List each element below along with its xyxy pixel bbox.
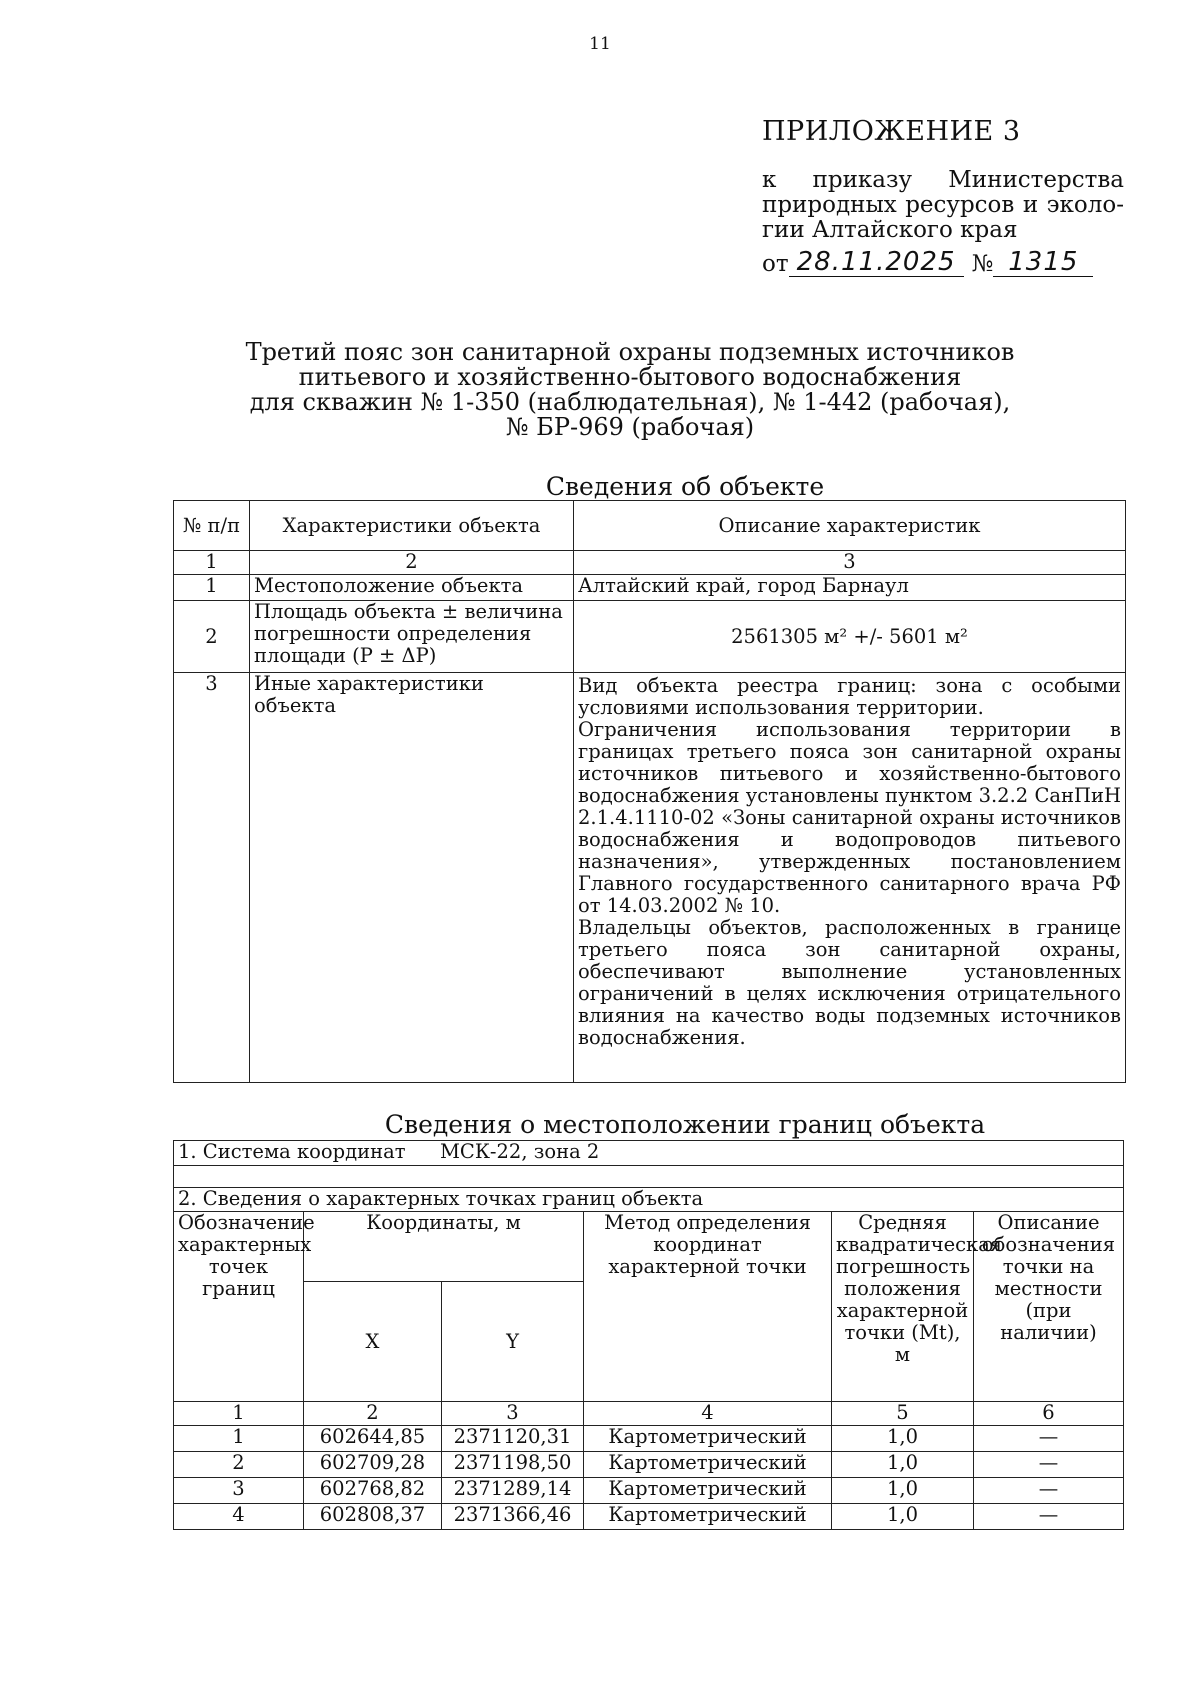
title-line: для скважин № 1-350 (наблюдательная), № 1-442 (рабочая), xyxy=(249,388,1011,416)
x-coordinate: 602808,37 xyxy=(304,1504,442,1530)
coord-system-value: МСК-22, зона 2 xyxy=(439,1140,600,1163)
method-value: Картометрический xyxy=(584,1478,832,1504)
point-number: 1 xyxy=(174,1426,304,1452)
y-coordinate: 2371120,31 xyxy=(442,1426,584,1452)
table-row xyxy=(174,673,1126,1083)
spacer-cell xyxy=(174,1166,1124,1188)
column-number: 3 xyxy=(442,1402,584,1426)
column-number-row xyxy=(174,551,1126,575)
table-header-row xyxy=(174,501,1126,551)
error-value: 1,0 xyxy=(832,1452,974,1478)
error-value: 1,0 xyxy=(832,1478,974,1504)
column-header: Описание характеристик xyxy=(574,501,1126,551)
characteristic-name: Местоположение объекта xyxy=(250,575,574,601)
column-header-coordinates: Координаты, м xyxy=(304,1212,584,1282)
x-coordinate: 602709,28 xyxy=(304,1452,442,1478)
title-line: Третий пояс зон санитарной охраны подземных источников xyxy=(245,338,1015,366)
x-coordinate: 602768,82 xyxy=(304,1478,442,1504)
column-header: Характеристики объекта xyxy=(250,501,574,551)
row-number: 3 xyxy=(174,673,250,1083)
order-date-number-line xyxy=(762,248,1132,277)
column-header-error: Средняя квадратическая погрешность положения характерной точки (Mt), м xyxy=(832,1212,974,1402)
point-description: — xyxy=(974,1452,1124,1478)
title-line: питьевого и хозяйственно-бытового водоснабжения xyxy=(298,363,962,391)
row-number: 1 xyxy=(174,575,250,601)
column-header-method: Метод определения координат характерной точки xyxy=(584,1212,832,1402)
characteristic-description xyxy=(574,673,1126,1083)
order-ref-word: Министерства xyxy=(948,167,1124,193)
y-coordinate: 2371289,14 xyxy=(442,1478,584,1504)
order-reference xyxy=(762,168,1124,243)
table-row xyxy=(174,575,1126,601)
order-ref-word: приказу xyxy=(812,167,913,193)
column-header-description: Описание обозначения точки на местности (при наличии) xyxy=(974,1212,1124,1402)
point-number: 4 xyxy=(174,1504,304,1530)
error-value: 1,0 xyxy=(832,1426,974,1452)
order-ref-line-1 xyxy=(762,168,1124,193)
description-paragraph: Владельцы объектов, расположенных в границе третьего пояса зон санитарной охраны, обеспечивают выполнение установленных ограничений в целях исключения отрицательного влияния на качество воды подземных источников водоснабжения. xyxy=(578,916,1121,1049)
y-coordinate: 2371366,46 xyxy=(442,1504,584,1530)
table-row xyxy=(174,1426,1124,1452)
point-number: 2 xyxy=(174,1452,304,1478)
points-heading: 2. Сведения о характерных точках границ объекта xyxy=(174,1188,1124,1212)
table-row xyxy=(174,1504,1124,1530)
description-paragraph: Вид объекта реестра границ: зона с особыми условиями использования территории. xyxy=(578,674,1121,719)
error-value: 1,0 xyxy=(832,1504,974,1530)
column-header-x: X xyxy=(304,1282,442,1402)
column-number: 1 xyxy=(174,1402,304,1426)
boundaries-table xyxy=(173,1140,1124,1530)
order-ref-line-2: природных ресурсов и эколо- xyxy=(762,192,1124,218)
table-row xyxy=(174,1452,1124,1478)
point-description: — xyxy=(974,1478,1124,1504)
column-number: 5 xyxy=(832,1402,974,1426)
boundaries-heading: Сведения о местоположении границ объекта xyxy=(384,1110,986,1139)
characteristic-name: Площадь объекта ± величина погрешности определения площади (P ± ΔP) xyxy=(250,601,574,673)
coord-system-label: 1. Система координат xyxy=(178,1140,406,1163)
column-number: 2 xyxy=(250,551,574,575)
points-heading-row xyxy=(174,1188,1124,1212)
object-info-table xyxy=(173,500,1126,1083)
point-description: — xyxy=(974,1426,1124,1452)
column-number: 6 xyxy=(974,1402,1124,1426)
order-number-handwritten: 1315 xyxy=(993,248,1093,277)
coord-system xyxy=(174,1141,1124,1166)
column-number: 1 xyxy=(174,551,250,575)
characteristic-name: Иные характеристики объекта xyxy=(250,673,574,1083)
column-number-row xyxy=(174,1402,1124,1426)
title-line: № БР-969 (рабочая) xyxy=(505,413,755,441)
characteristic-description: Алтайский край, город Барнаул xyxy=(574,575,1126,601)
method-value: Картометрический xyxy=(584,1504,832,1530)
point-number: 3 xyxy=(174,1478,304,1504)
characteristic-description: 2561305 м² +/- 5601 м² xyxy=(574,601,1126,673)
number-label: № xyxy=(971,251,994,277)
table-row xyxy=(174,1478,1124,1504)
method-value: Картометрический xyxy=(584,1452,832,1478)
column-header: № п/п xyxy=(174,501,250,551)
column-number: 4 xyxy=(584,1402,832,1426)
column-header-designation: Обозначение характерных точек границ xyxy=(174,1212,304,1402)
from-label: от xyxy=(762,251,789,277)
row-number: 2 xyxy=(174,601,250,673)
column-number: 2 xyxy=(304,1402,442,1426)
document-title xyxy=(200,340,1060,440)
table-header-row xyxy=(174,1212,1124,1282)
order-ref-line-3: гии Алтайского края xyxy=(762,217,1018,243)
y-coordinate: 2371198,50 xyxy=(442,1452,584,1478)
table-row xyxy=(174,601,1126,673)
coord-system-row xyxy=(174,1141,1124,1166)
page-number: 11 xyxy=(589,34,611,54)
order-date-handwritten: 28.11.2025 xyxy=(789,248,964,277)
empty-row xyxy=(174,1166,1124,1188)
order-ref-word: к xyxy=(762,167,777,193)
appendix-title: ПРИЛОЖЕНИЕ 3 xyxy=(762,116,1021,147)
description-paragraph: Ограничения использования территории в границах третьего пояса зон санитарной охраны источников питьевого и хозяйственно-бытового водоснабжения установлены пунктом 3.2.2 СанПиН 2.1.4.1110-02 «Зоны санитарной охраны источников водоснабжения и водопроводов питьевого назначения», утвержденных постановлением Главного государственного санитарного врача РФ от 14.03.2002 № 10. xyxy=(578,718,1121,917)
point-description: — xyxy=(974,1504,1124,1530)
method-value: Картометрический xyxy=(584,1426,832,1452)
x-coordinate: 602644,85 xyxy=(304,1426,442,1452)
column-header-y: Y xyxy=(442,1282,584,1402)
object-info-heading: Сведения об объекте xyxy=(545,472,825,501)
column-number: 3 xyxy=(574,551,1126,575)
